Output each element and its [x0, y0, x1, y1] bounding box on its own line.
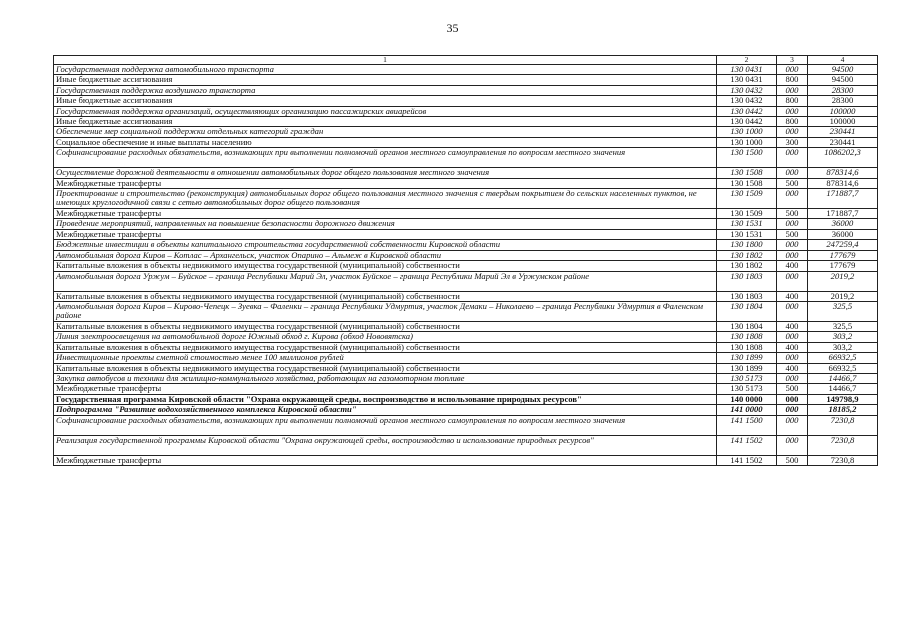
- row-code: 130 0442: [717, 117, 777, 127]
- row-code: 130 1808: [717, 342, 777, 352]
- row-sum: 7230,8: [808, 455, 878, 465]
- row-code: 130 1508: [717, 168, 777, 178]
- row-name: Обеспечение мер социальной поддержки отдельных категорий граждан: [54, 127, 717, 137]
- row-sum: 230441: [808, 137, 878, 147]
- row-expense-type: 000: [777, 250, 808, 260]
- table-row: [54, 353, 878, 363]
- row-expense-type: 000: [777, 127, 808, 137]
- row-name: Межбюджетные трансферты: [54, 384, 717, 394]
- row-expense-type: 000: [777, 240, 808, 250]
- row-name: Иные бюджетные ассигнования: [54, 96, 717, 106]
- row-code: 130 5173: [717, 384, 777, 394]
- row-expense-type: 000: [777, 271, 808, 291]
- table-row: [54, 261, 878, 271]
- row-sum: 878314,6: [808, 168, 878, 178]
- table-row: [54, 435, 878, 455]
- table-row: [54, 363, 878, 373]
- row-expense-type: 500: [777, 209, 808, 219]
- row-expense-type: 000: [777, 353, 808, 363]
- row-code: 130 1803: [717, 291, 777, 301]
- row-sum: 18185,2: [808, 405, 878, 415]
- row-name: Межбюджетные трансферты: [54, 229, 717, 239]
- table-row: [54, 332, 878, 342]
- budget-table: [53, 55, 878, 466]
- row-name: Подпрограмма "Развитие водохозяйственного комплекса Кировской области": [54, 405, 717, 415]
- table-row: [54, 271, 878, 291]
- table-row: [54, 250, 878, 260]
- table-row: [54, 384, 878, 394]
- row-name: Иные бюджетные ассигнования: [54, 117, 717, 127]
- row-code: 130 1531: [717, 219, 777, 229]
- row-code: 130 1802: [717, 261, 777, 271]
- table-row: [54, 178, 878, 188]
- row-expense-type: 400: [777, 363, 808, 373]
- row-name: Государственная поддержка автомобильного транспорта: [54, 65, 717, 75]
- row-expense-type: 400: [777, 291, 808, 301]
- page-number: 35: [446, 21, 459, 35]
- row-sum: 94500: [808, 75, 878, 85]
- row-expense-type: 000: [777, 373, 808, 383]
- row-code: 130 1808: [717, 332, 777, 342]
- row-name: Линия электроосвещения на автомобильной дороге Южный обход г. Кирова (обход Нововятска): [54, 332, 717, 342]
- row-name: Государственная поддержка воздушного транспорта: [54, 85, 717, 95]
- row-expense-type: 000: [777, 148, 808, 168]
- row-expense-type: 000: [777, 219, 808, 229]
- row-expense-type: 800: [777, 75, 808, 85]
- row-sum: 303,2: [808, 342, 878, 352]
- row-expense-type: 000: [777, 415, 808, 435]
- row-expense-type: 000: [777, 405, 808, 415]
- row-name: Софинансирование расходных обязательств, возникающих при выполнении полномочий органов местного самоуправления по вопросам местного значения: [54, 148, 717, 168]
- row-code: 130 1800: [717, 240, 777, 250]
- column-header-sum: 4: [808, 56, 878, 65]
- table-row: [54, 117, 878, 127]
- row-code: 130 5173: [717, 373, 777, 383]
- row-code: 141 0000: [717, 405, 777, 415]
- row-sum: 2019,2: [808, 291, 878, 301]
- row-sum: 28300: [808, 85, 878, 95]
- row-name: Бюджетные инвестиции в объекты капитального строительства государственной собственности Кировской области: [54, 240, 717, 250]
- row-sum: 14466,7: [808, 384, 878, 394]
- row-sum: 171887,7: [808, 209, 878, 219]
- row-sum: 247259,4: [808, 240, 878, 250]
- table-row: [54, 137, 878, 147]
- row-name: Межбюджетные трансферты: [54, 209, 717, 219]
- row-code: 130 1804: [717, 301, 777, 321]
- row-sum: 7230,8: [808, 415, 878, 435]
- table-row: [54, 415, 878, 435]
- row-expense-type: 000: [777, 332, 808, 342]
- row-code: 130 1509: [717, 209, 777, 219]
- row-sum: 66932,5: [808, 363, 878, 373]
- table-row: [54, 342, 878, 352]
- row-name: Реализация государственной программы Кировской области "Охрана окружающей среды, воспроизводство и использование природных ресурсов": [54, 435, 717, 455]
- row-expense-type: 500: [777, 229, 808, 239]
- row-sum: 177679: [808, 250, 878, 260]
- row-expense-type: 800: [777, 96, 808, 106]
- row-code: 130 1804: [717, 321, 777, 331]
- row-code: 130 1531: [717, 229, 777, 239]
- row-code: 130 0432: [717, 85, 777, 95]
- row-expense-type: 000: [777, 168, 808, 178]
- row-expense-type: 800: [777, 117, 808, 127]
- table-row: [54, 96, 878, 106]
- table-row: [54, 321, 878, 331]
- row-name: Автомобильная дорога Уржум – Буйское – граница Республики Марий Эл, участок Буйское – граница Республики Марий Эл в Уржумском районе: [54, 271, 717, 291]
- row-name: Иные бюджетные ассигнования: [54, 75, 717, 85]
- row-sum: 177679: [808, 261, 878, 271]
- table-row: [54, 189, 878, 209]
- row-expense-type: 000: [777, 85, 808, 95]
- row-expense-type: 000: [777, 301, 808, 321]
- row-code: 130 1000: [717, 127, 777, 137]
- table-row: [54, 455, 878, 465]
- row-sum: 325,5: [808, 301, 878, 321]
- table-row: [54, 65, 878, 75]
- row-code: 130 1803: [717, 271, 777, 291]
- column-header-name: 1: [54, 56, 717, 65]
- row-code: 130 0442: [717, 106, 777, 116]
- table-row: [54, 394, 878, 404]
- row-code: 130 0431: [717, 65, 777, 75]
- row-sum: 230441: [808, 127, 878, 137]
- row-code: 130 1000: [717, 137, 777, 147]
- table-header-row: [54, 56, 878, 65]
- table-row: [54, 405, 878, 415]
- row-code: 140 0000: [717, 394, 777, 404]
- table-body: [54, 65, 878, 466]
- table-row: [54, 106, 878, 116]
- table-row: [54, 229, 878, 239]
- table-row: [54, 301, 878, 321]
- row-sum: 36000: [808, 229, 878, 239]
- row-code: 130 0432: [717, 96, 777, 106]
- row-sum: 36000: [808, 219, 878, 229]
- row-sum: 94500: [808, 65, 878, 75]
- row-code: 130 1508: [717, 178, 777, 188]
- row-code: 130 1509: [717, 189, 777, 209]
- row-code: 130 1899: [717, 353, 777, 363]
- row-name: Капитальные вложения в объекты недвижимого имущества государственной (муниципальной) собственности: [54, 291, 717, 301]
- row-name: Капитальные вложения в объекты недвижимого имущества государственной (муниципальной) собственности: [54, 261, 717, 271]
- table-row: [54, 168, 878, 178]
- row-name: Осуществление дорожной деятельности в отношении автомобильных дорог общего пользования местного значения: [54, 168, 717, 178]
- table-row: [54, 373, 878, 383]
- table-row: [54, 127, 878, 137]
- row-sum: 7230,8: [808, 435, 878, 455]
- row-sum: 878314,6: [808, 178, 878, 188]
- row-code: 141 1500: [717, 415, 777, 435]
- row-name: Межбюджетные трансферты: [54, 178, 717, 188]
- row-expense-type: 400: [777, 321, 808, 331]
- table-row: [54, 75, 878, 85]
- table-row: [54, 209, 878, 219]
- row-expense-type: 400: [777, 261, 808, 271]
- row-name: Капитальные вложения в объекты недвижимого имущества государственной (муниципальной) собственности: [54, 363, 717, 373]
- row-sum: 14466,7: [808, 373, 878, 383]
- row-expense-type: 500: [777, 384, 808, 394]
- column-header-code: 2: [717, 56, 777, 65]
- row-code: 141 1502: [717, 455, 777, 465]
- row-name: Межбюджетные трансферты: [54, 455, 717, 465]
- row-sum: 66932,5: [808, 353, 878, 363]
- row-expense-type: 000: [777, 394, 808, 404]
- row-code: 130 1899: [717, 363, 777, 373]
- row-name: Капитальные вложения в объекты недвижимого имущества государственной (муниципальной) собственности: [54, 321, 717, 331]
- table-row: [54, 148, 878, 168]
- row-expense-type: 500: [777, 455, 808, 465]
- row-sum: 303,2: [808, 332, 878, 342]
- row-sum: 325,5: [808, 321, 878, 331]
- row-expense-type: 300: [777, 137, 808, 147]
- column-header-expense-type: 3: [777, 56, 808, 65]
- row-expense-type: 400: [777, 342, 808, 352]
- table-row: [54, 240, 878, 250]
- row-name: Капитальные вложения в объекты недвижимого имущества государственной (муниципальной) собственности: [54, 342, 717, 352]
- row-sum: 100000: [808, 106, 878, 116]
- row-sum: 1086202,3: [808, 148, 878, 168]
- row-expense-type: 000: [777, 106, 808, 116]
- row-sum: 149798,9: [808, 394, 878, 404]
- row-name: Софинансирование расходных обязательств, возникающих при выполнении полномочий органов местного самоуправления по вопросам местного значения: [54, 415, 717, 435]
- row-name: Проектирование и строительство (реконструкция) автомобильных дорог общего пользования местного значения с твердым покрытием до сельских населенных пунктов, не имеющих круглогодичной связи с сетью автомобильных дорог общего пользования: [54, 189, 717, 209]
- row-name: Государственная поддержка организаций, осуществляющих организацию пассажирских авиарейсов: [54, 106, 717, 116]
- row-code: 141 1502: [717, 435, 777, 455]
- row-name: Инвестиционные проекты сметной стоимостью менее 100 миллионов рублей: [54, 353, 717, 363]
- row-sum: 28300: [808, 96, 878, 106]
- row-sum: 100000: [808, 117, 878, 127]
- row-expense-type: 000: [777, 189, 808, 209]
- row-expense-type: 000: [777, 65, 808, 75]
- row-expense-type: 000: [777, 435, 808, 455]
- row-sum: 2019,2: [808, 271, 878, 291]
- table-row: [54, 219, 878, 229]
- row-name: Социальное обеспечение и иные выплаты населению: [54, 137, 717, 147]
- row-code: 130 0431: [717, 75, 777, 85]
- row-name: Проведение мероприятий, направленных на повышение безопасности дорожного движения: [54, 219, 717, 229]
- table-row: [54, 85, 878, 95]
- row-sum: 171887,7: [808, 189, 878, 209]
- row-code: 130 1802: [717, 250, 777, 260]
- row-name: Автомобильная дорога Киров – Кирово-Чепецк – Зуевка – Фаленки – граница Республики Удмуртия, участок Демаки – Николаево – граница Республики Удмуртия в Фаленском районе: [54, 301, 717, 321]
- table-row: [54, 291, 878, 301]
- row-name: Закупка автобусов и техники для жилищно-коммунального хозяйства, работающих на газомоторном топливе: [54, 373, 717, 383]
- row-name: Государственная программа Кировской области "Охрана окружающей среды, воспроизводство и использование природных ресурсов": [54, 394, 717, 404]
- row-expense-type: 500: [777, 178, 808, 188]
- row-name: Автомобильная дорога Киров – Котлас – Архангельск, участок Опарино – Альмеж в Кировской области: [54, 250, 717, 260]
- row-code: 130 1500: [717, 148, 777, 168]
